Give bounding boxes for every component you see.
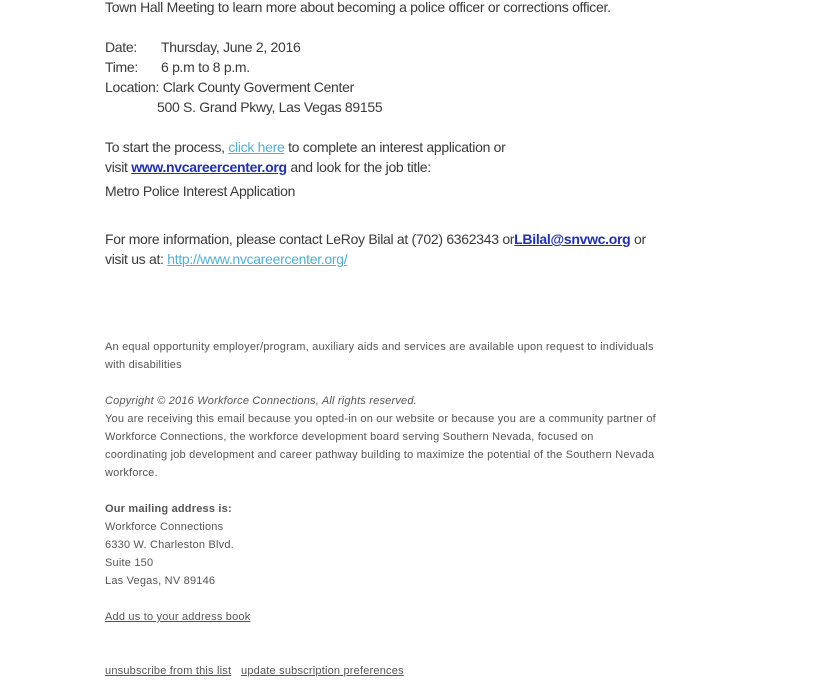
mailing-address	[105, 500, 234, 590]
visit-prefix: visit	[105, 159, 128, 175]
process-text2: to complete an interest application or	[288, 139, 506, 155]
process-line2	[105, 159, 431, 175]
unsubscribe-link[interactable]: unsubscribe from this list	[105, 665, 232, 677]
address-line1: Workforce Connections	[105, 521, 224, 533]
process-text1: To start the process,	[105, 139, 225, 155]
copyright: Copyright © 2016 Workforce Connections, All rights reserved.	[105, 395, 417, 407]
date-value: Thursday, June 2, 2016	[161, 39, 301, 55]
eoe-notice	[105, 338, 654, 374]
location-row	[105, 79, 354, 95]
location-line1: Clark County Goverment Center	[162, 79, 354, 95]
visit-us-label: visit us at:	[105, 251, 164, 267]
eoe-line2: with disabilities	[105, 359, 182, 371]
date-label: Date:	[105, 39, 137, 55]
address-line4: Las Vegas, NV 89146	[105, 575, 216, 587]
intro-text: Town Hall Meeting to learn more about becoming a police officer or corrections officer.	[105, 0, 611, 15]
contact-line2	[105, 251, 347, 267]
address-book-row	[105, 608, 250, 626]
location-label: Location:	[105, 79, 160, 95]
contact-text: For more information, please contact LeRoy Bilal at (702) 6362343 or	[105, 231, 515, 247]
add-to-address-book-link[interactable]: Add us to your address book	[105, 611, 251, 623]
reason-line2: Workforce Connections, the workforce development board serving Southern Nevada, focused on	[105, 431, 594, 443]
subscription-links	[105, 662, 404, 680]
location-line2: 500 S. Grand Pkwy, Las Vegas 89155	[157, 99, 383, 115]
date-row	[105, 39, 300, 55]
mailing-heading: Our mailing address is:	[105, 503, 232, 515]
time-label: Time:	[105, 59, 138, 75]
visit-suffix: and look for the job title:	[290, 159, 431, 175]
eoe-line1: An equal opportunity employer/program, auxiliary aids and services are available upon request to individuals	[105, 341, 654, 353]
nvcareercenter-link[interactable]: www.nvcareercenter.org	[131, 159, 287, 175]
website-url-link[interactable]: http://www.nvcareercenter.org/	[167, 251, 348, 267]
reason-line1: You are receiving this email because you opted-in on our website or because you are a community partner of	[105, 413, 656, 425]
job-title: Metro Police Interest Application	[105, 183, 296, 199]
email-link[interactable]: LBilal@snvwc.org	[514, 231, 631, 247]
process-line1	[105, 139, 506, 155]
footer-block	[105, 392, 656, 482]
contact-or: or	[633, 231, 646, 247]
click-here-link[interactable]: click here	[228, 139, 285, 155]
contact-line1	[105, 231, 646, 247]
time-value: 6 p.m to 8 p.m.	[161, 59, 250, 75]
address-line3: Suite 150	[105, 557, 154, 569]
reason-line3: coordinating job development and career pathway building to maximize the potential of the Southern Nevada	[105, 449, 655, 461]
reason-line4: workforce.	[105, 467, 158, 479]
address-line2: 6330 W. Charleston Blvd.	[105, 539, 234, 551]
update-preferences-link[interactable]: update subscription preferences	[241, 665, 404, 677]
time-row	[105, 59, 250, 75]
